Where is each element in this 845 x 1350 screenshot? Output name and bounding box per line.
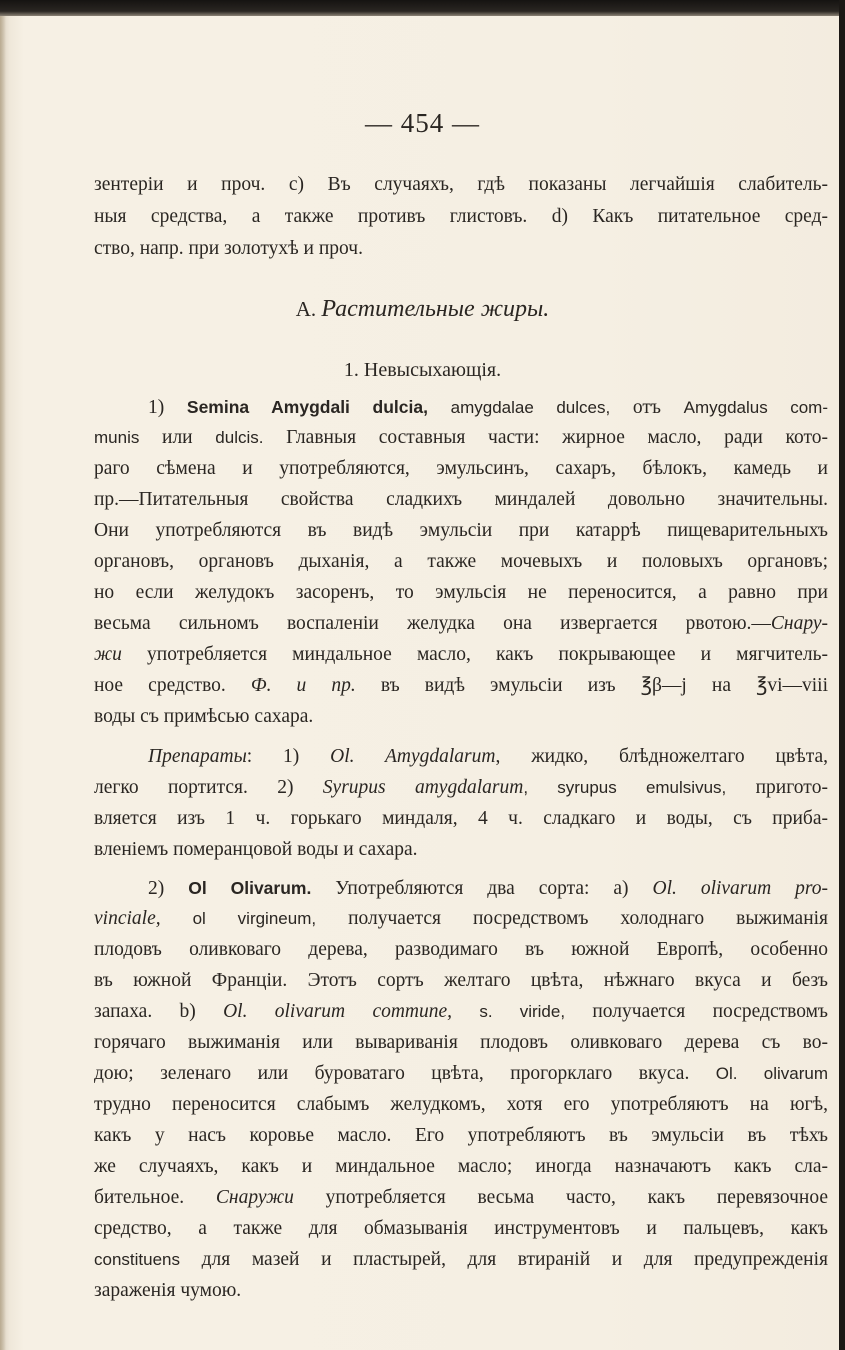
- text-line: constituens для мазей и пластырей, для втираній и для предупрежденія: [94, 1249, 829, 1270]
- text-line: жи употребляется миндальное масло, какъ покрывающее и мягчитель-: [94, 644, 828, 665]
- text-line: раго сѣмена и употребляются, эмульсинъ, сахаръ, бѣлокъ, камедь и: [94, 458, 828, 479]
- text-line: какъ у насъ коровье масло. Его употребляютъ въ эмульсіи въ тѣхъ: [94, 1125, 828, 1146]
- text-line: запаха. b) Ol. olivarum commune, s. viride, получается посредствомъ: [94, 1001, 829, 1022]
- scan-right-border: [839, 0, 845, 1350]
- text-line: ство, напр. при золотухѣ и проч.: [94, 238, 363, 259]
- text-line: вляется изъ 1 ч. горькаго миндаля, 4 ч. сладкаго и воды, съ приба-: [94, 808, 828, 829]
- text-line: легко портится. 2) Syrupus amygdalarum, syrupus emulsivus, приготo-: [94, 777, 828, 798]
- text-line: пр.—Питательныя свойства сладкихъ миндалей довольно значительны.: [94, 489, 828, 510]
- text-line: трудно переносится слабымъ желудкомъ, хотя его употребляютъ на югѣ,: [94, 1094, 828, 1115]
- text-line: вленіемъ померанцовой воды и сахара.: [94, 839, 418, 860]
- subsection-heading: 1. Невысыхающія.: [343, 359, 502, 381]
- text-line: дою; зеленаго или буроватаго цвѣта, прогорклаго вкуса. Ol. olivarum: [94, 1063, 829, 1084]
- section-letter: A.: [295, 297, 317, 321]
- scan-top-border: [0, 0, 845, 16]
- text-line: зараженія чумою.: [94, 1280, 242, 1301]
- text-line: но если желудокъ засоренъ, то эмульсія не переносится, а равно при: [94, 582, 828, 603]
- text-line: бительное. Снаружи употребляется весьма часто, какъ перевязочное: [94, 1187, 828, 1208]
- text-line: Они употребляются въ видѣ эмульсіи при катаррѣ пищеварительныхъ: [94, 520, 828, 541]
- text-line: munis или dulcis. Главныя составныя части: жирное масло, ради кото-: [94, 427, 828, 448]
- drug-name: Ol Olivarum.: [188, 878, 312, 898]
- text-line: ное средство. Ф. и пр. въ видѣ эмульсіи изъ ℥β—j на ℥vi—viii: [94, 675, 829, 696]
- text-line: 1) Semina Amygdali dulcia, amygdalae dulces, отъ Amygdalus com-: [148, 397, 828, 418]
- text-line: средство, а также для обмазыванія инструментовъ и пальцевъ, какъ: [94, 1218, 828, 1239]
- text-line: органовъ, органовъ дыханія, а также мочевыхъ и половыхъ органовъ;: [94, 551, 828, 572]
- section-heading: [0, 296, 845, 323]
- text-line: весьма сильномъ воспаленіи желудка она извергается рвотою.—Снару-: [94, 613, 828, 634]
- text-line: 2) Ol Olivarum. Употребляются два сорта: а) Ol. olivarum pro-: [148, 878, 829, 899]
- preparations-label: Препараты: [148, 746, 247, 767]
- page-gutter-shadow: [0, 0, 6, 1350]
- text-line: въ южной Франціи. Этотъ сортъ желтаго цвѣта, нѣжнаго вкуса и безъ: [94, 970, 828, 991]
- page-number: — 454 —: [365, 108, 480, 138]
- text-line: ныя средства, а также противъ глистовъ. d) Какъ питательное сред-: [94, 206, 828, 227]
- drug-name: Semina Amygdali dulcia,: [186, 397, 428, 417]
- text-line: горячаго выжиманія или вывариванія плодовъ оливковаго дерева съ во-: [94, 1032, 828, 1053]
- text-line: Препараты: 1) Ol. Amygdalarum, жидко, блѣдножелтаго цвѣта,: [148, 746, 828, 767]
- text-line: зентеріи и проч. с) Въ случаяхъ, гдѣ показаны легчайшія слабитель-: [94, 174, 828, 195]
- section-title: Растительные жиры.: [321, 296, 550, 322]
- text-line: воды съ примѣсью сахара.: [94, 706, 314, 727]
- text-line: плодовъ оливковаго дерева, разводимаго въ южной Европѣ, особенно: [94, 939, 828, 960]
- text-line: же случаяхъ, какъ и миндальное масло; иногда назначаютъ какъ сла-: [94, 1156, 828, 1177]
- text-line: vinciale, ol virgineum, получается посредствомъ холоднаго выжиманія: [94, 908, 829, 929]
